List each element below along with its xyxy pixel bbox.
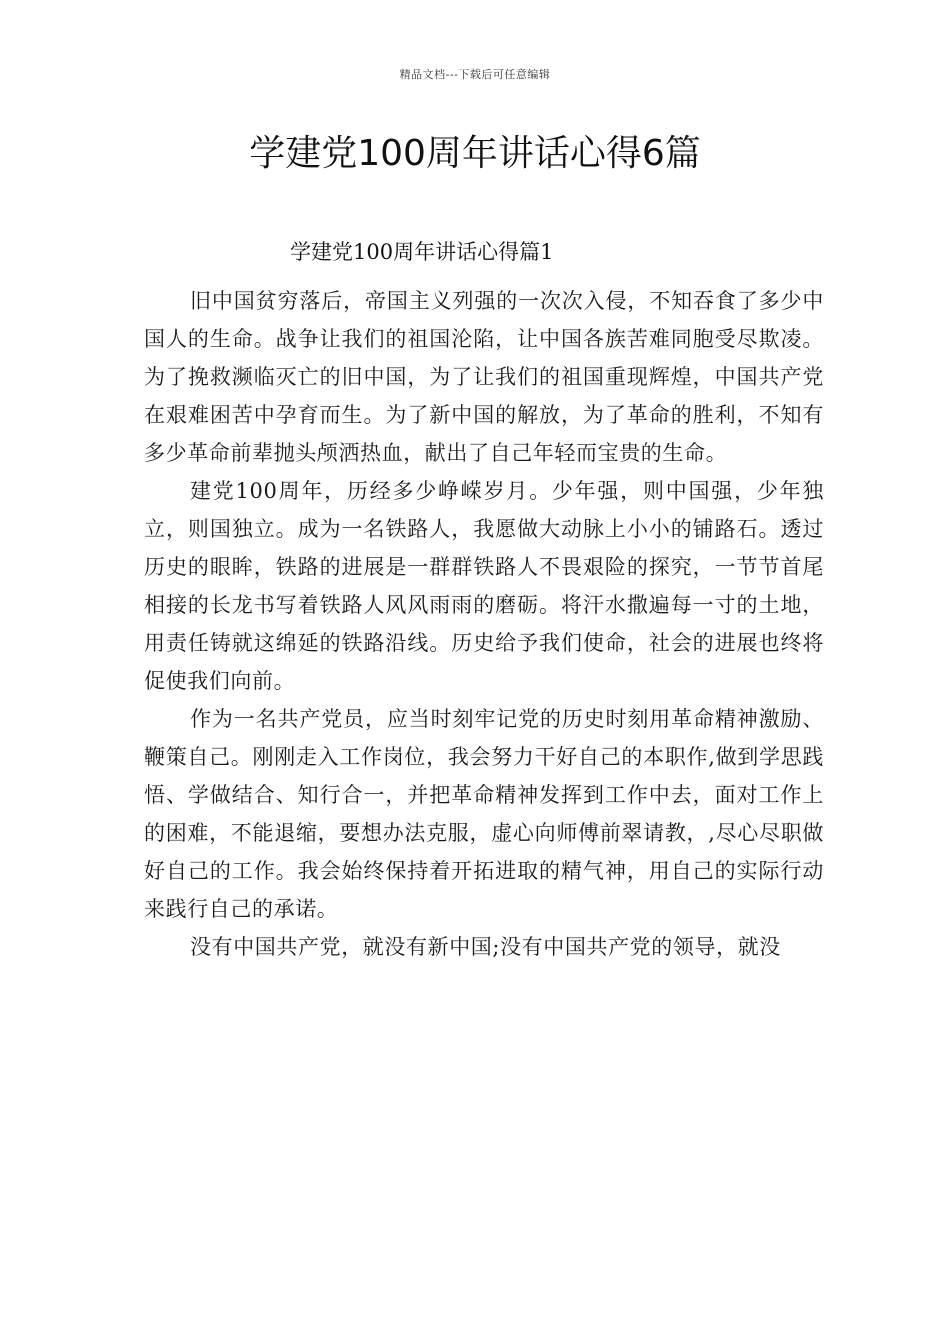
- section-title: 学建党100周年讲话心得篇1: [290, 240, 554, 264]
- paragraph-3: 作为一名共产党员，应当时刻牢记党的历史时刻用革命精神激励、鞭策自己。刚刚走入工作岗位，我会努力干好自己的本职作,做到学思践悟、学做结合、知行合一，并把革命精神发挥到工作中去，面对工作上的困难，不能退缩，要想办法克服，虚心向师傅前翠请教，,尽心尽职做好自己的工作。我会始终保持着开拓进取的精气神，用自己的实际行动来践行自己的承诺。: [144, 707, 824, 921]
- document-body: [144, 282, 824, 966]
- paragraph-4: 没有中国共产党，就没有新中国;没有中国共产党的领导，就没: [190, 935, 781, 959]
- document-title: 学建党100周年讲话心得6篇: [249, 133, 701, 174]
- header-note: 精品文档---下载后可任意编辑: [399, 68, 551, 81]
- paragraph-2: 建党100周年，历经多少峥嵘岁月。少年强，则中国强，少年独立，则国独立。成为一名铁路人，我愿做大动脉上小小的铺路石。透过历史的眼眸，铁路的进展是一群群铁路人不畏艰险的探究，一节节首尾相接的长龙书写着铁路人风风雨雨的磨砺。将汗水撒遍每一寸的土地，用责任铸就这绵延的铁路沿线。历史给予我们使命，社会的进展也终将促使我们向前。: [144, 479, 824, 693]
- paragraph-1: 旧中国贫穷落后，帝国主义列强的一次次入侵，不知吞食了多少中国人的生命。战争让我们的祖国沦陷，让中国各族苦难同胞受尽欺凌。为了挽救濒临灭亡的旧中国，为了让我们的祖国重现辉煌，中国共产党在艰难困苦中孕育而生。为了新中国的解放，为了革命的胜利，不知有多少革命前辈抛头颅洒热血，献出了自己年轻而宝贵的生命。: [144, 289, 824, 465]
